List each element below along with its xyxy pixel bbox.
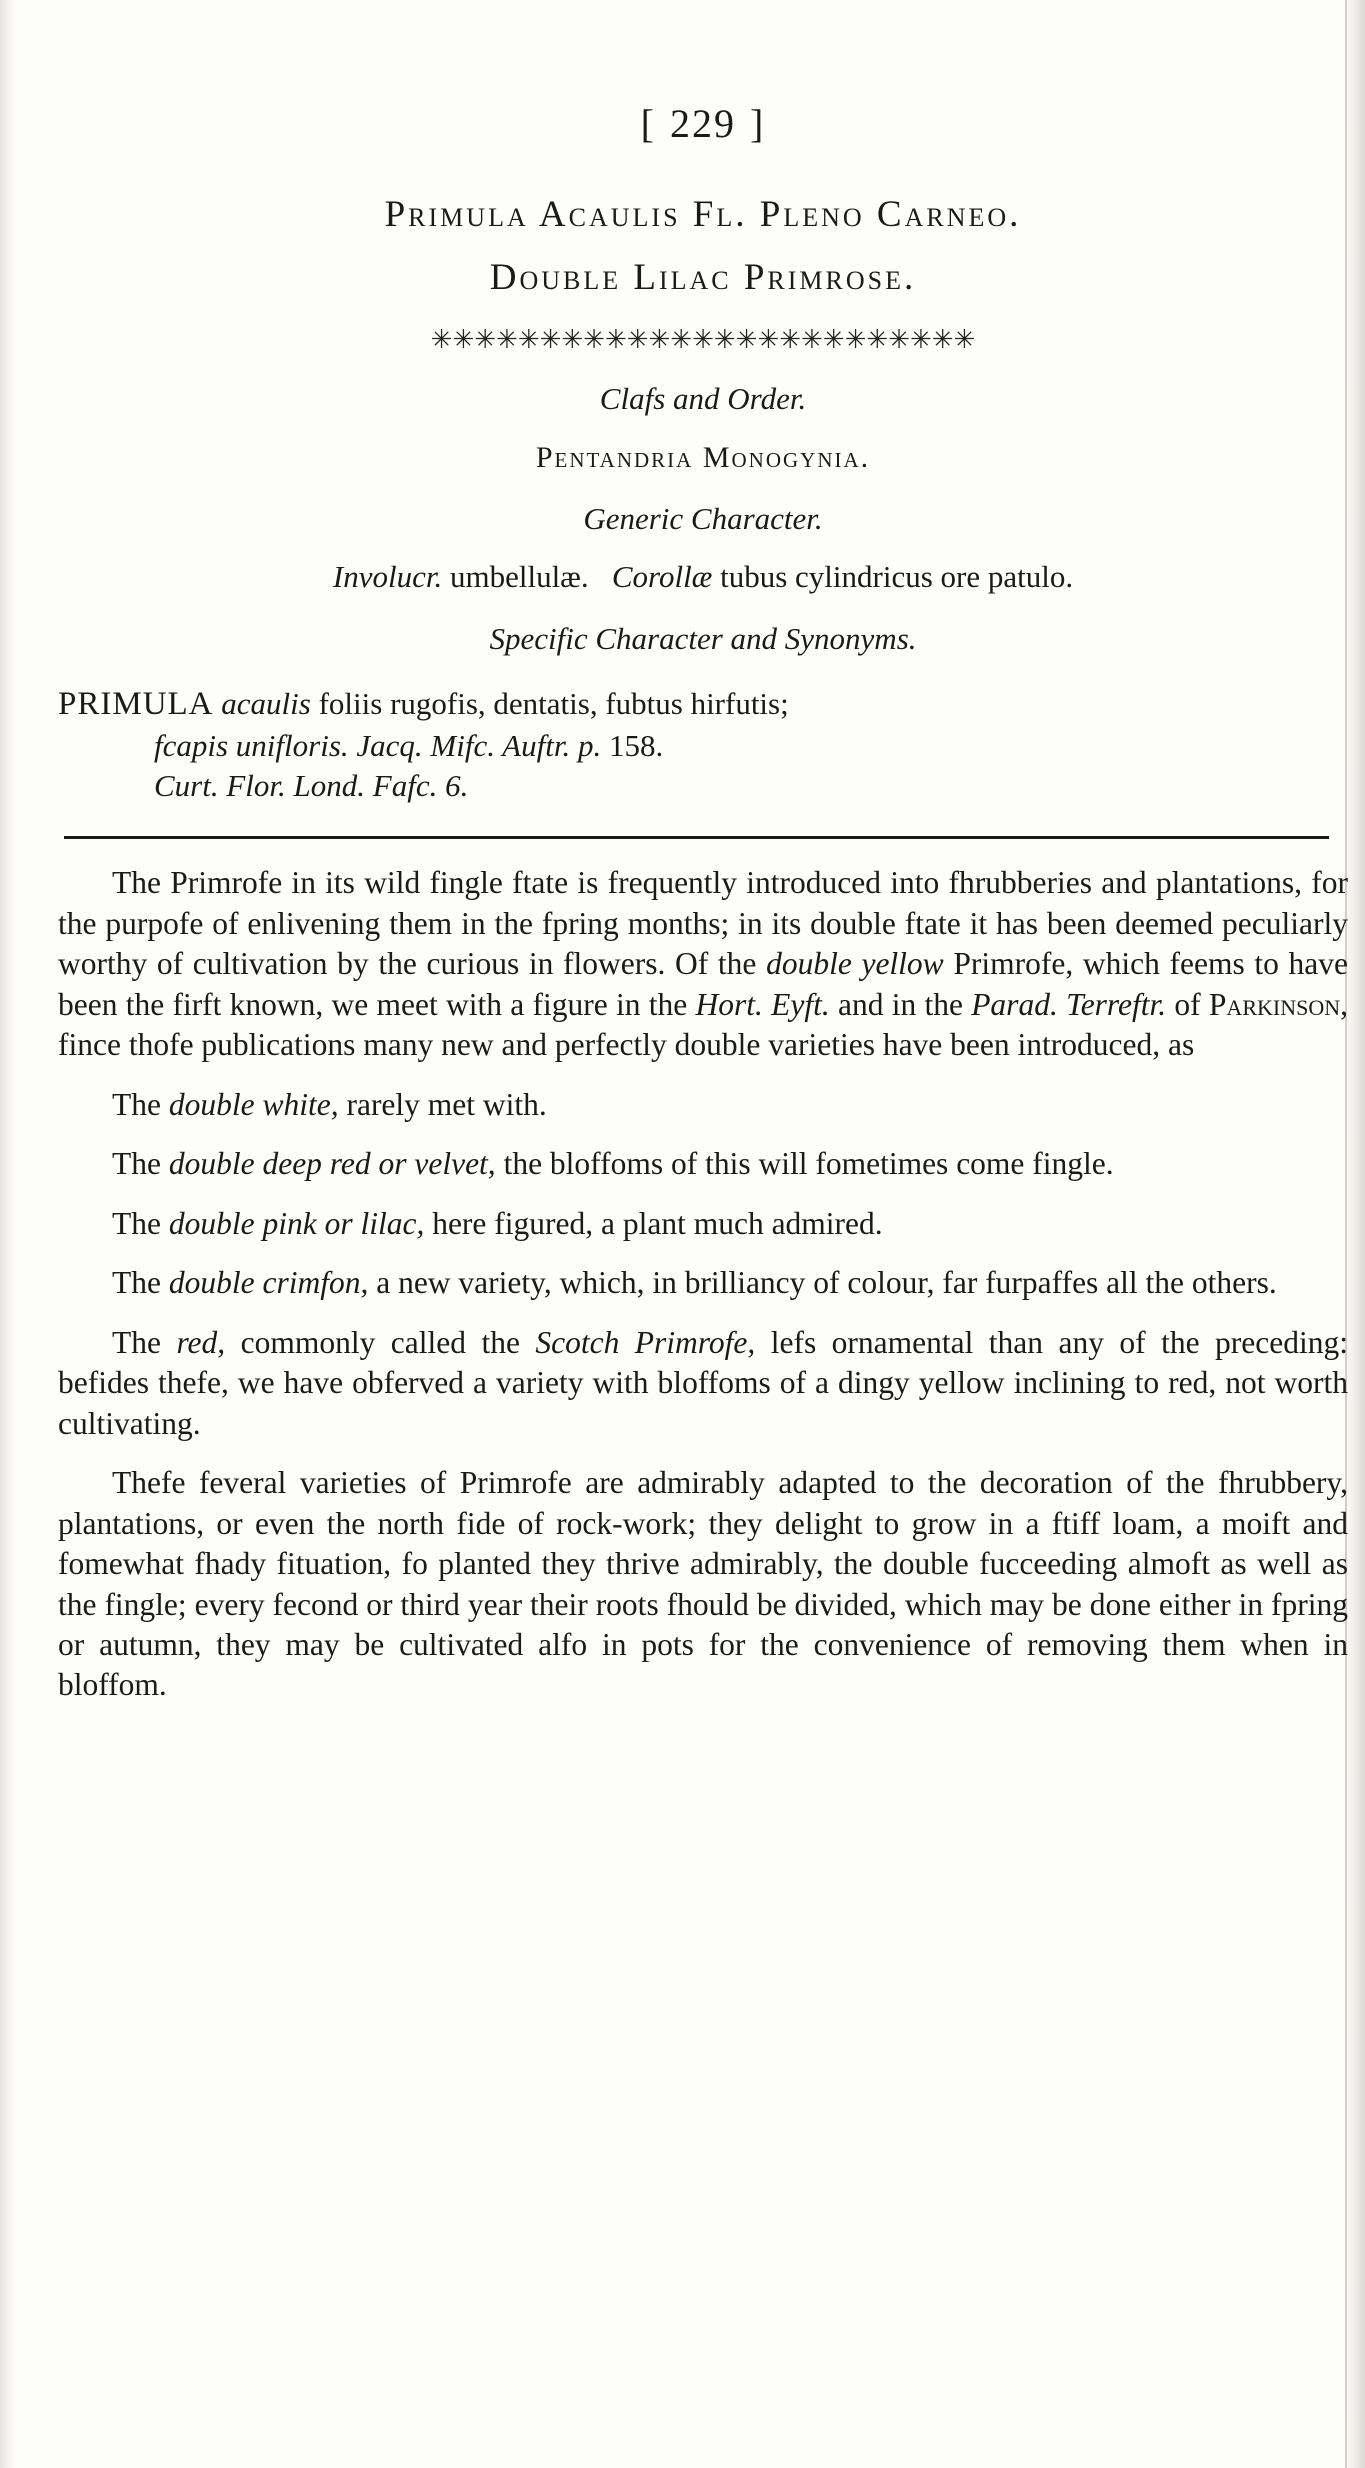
paragraph-3 xyxy=(58,1144,1348,1184)
p2-part-b: rarely met with. xyxy=(338,1086,547,1122)
p1-part-d: of xyxy=(1166,986,1209,1022)
generic-umbellulae: umbellulæ. xyxy=(442,559,589,594)
specific-line-3 xyxy=(154,766,1348,806)
specific-desc: foliis rugofis, dentatis, fubtus hirfutis; xyxy=(318,686,789,721)
p1-double-yellow: double yellow xyxy=(766,946,944,982)
specific-genus: PRIMULA xyxy=(58,686,214,722)
paragraph-2 xyxy=(58,1085,1348,1125)
p4-double-pink-lilac: double pink or lilac, xyxy=(168,1205,425,1241)
class-and-order-label: Clafs and Order. xyxy=(599,381,807,416)
generic-tubus: tubus cylindricus ore patulo. xyxy=(712,559,1074,594)
specific-line-1 xyxy=(58,683,1348,726)
paragraph-4 xyxy=(58,1204,1348,1244)
specific-scapis: fcapis unifloris. xyxy=(154,727,349,763)
paragraph-6 xyxy=(58,1323,1348,1444)
p1-part-b: Primrofe, which feems to have been the firft known, we meet with a figure in the xyxy=(58,946,1348,1022)
p6-red: red, xyxy=(176,1324,226,1360)
bracket-right: ] xyxy=(750,101,766,146)
ornament-divider: ✳✳✳✳✳✳✳✳✳✳✳✳✳✳✳✳✳✳✳✳✳✳✳✳✳ xyxy=(430,325,976,355)
body-text xyxy=(58,863,1348,1705)
generic-corollae: Corollæ xyxy=(611,559,713,594)
title-line-2: Double Lilac Primrose. xyxy=(489,257,917,298)
generic-character-text xyxy=(58,559,1348,595)
p3-double-deep-red: double deep red or velvet, xyxy=(168,1146,496,1182)
p1-parad-terrestr: Parad. Terreftr. xyxy=(971,986,1167,1022)
p6-scotch-primrose: Scotch Primrofe, xyxy=(535,1324,756,1360)
p3-part-b: the bloffoms of this will fometimes come fingle. xyxy=(495,1146,1114,1182)
p4-part-a: The xyxy=(112,1205,169,1241)
specific-reference: Jacq. Mifc. Auftr. p. xyxy=(356,727,602,763)
p4-part-b: here figured, a plant much admired. xyxy=(424,1205,883,1241)
p6-part-a: The xyxy=(112,1324,177,1360)
p6-part-b: commonly called the xyxy=(225,1324,536,1360)
page-content xyxy=(58,0,1348,1706)
page-number-value: 229 xyxy=(670,101,736,146)
class-and-order-value: Pentandria Monogynia. xyxy=(535,441,871,474)
p2-part-a: The xyxy=(112,1086,169,1122)
paragraph-7: Thefe feveral varieties of Primrofe are admirably adapted to the decoration of the fhrubbery, plantations, or even the north fide of rock-work; they delight to grow in a ftiff loam, a moift and fomewhat fhady fituation, fo planted they thrive admirably, the double fucceeding almoft as well as the fingle; every fecond or third year their roots fhould be divided, which may be done either in fpring or autumn, they may be cultivated alfo in pots for the convenience of removing them when in bloffom. xyxy=(58,1465,1348,1703)
generic-involucr: Involucr. xyxy=(332,559,443,594)
title-line-1: Primula Acaulis Fl. Pleno Carneo. xyxy=(384,194,1022,235)
p1-hort-eyst: Hort. Eyft. xyxy=(695,986,830,1022)
bracket-left: [ xyxy=(640,101,656,146)
p1-parkinson: Parkinson xyxy=(1208,986,1341,1022)
p3-part-a: The xyxy=(112,1146,169,1182)
specific-character-block xyxy=(58,683,1348,806)
specific-character-label: Specific Character and Synonyms. xyxy=(489,621,917,656)
specific-page: 158. xyxy=(608,727,664,763)
generic-character-label: Generic Character. xyxy=(583,501,823,536)
p5-part-a: The xyxy=(112,1265,169,1301)
p1-part-a: The Primrofe in its wild fingle ftate is frequently introduced into fhrubberies and plantations, for the purpofe of enlivening them in the fpring months; in its double ftate it has been deemed peculiarly worthy of cultivation by the curious in flowers. Of the xyxy=(58,865,1348,982)
paragraph-5 xyxy=(58,1263,1348,1303)
p5-part-b: a new variety, which, in brilliancy of colour, far furpaffes all the others. xyxy=(368,1265,1277,1301)
p1-part-c: and in the xyxy=(829,986,972,1022)
page-left-edge xyxy=(0,0,16,2468)
p6-part-c: lefs ornamental than any of the preceding: befides thefe, we have obferved a variety with bloffoms of a dingy yellow inclining to red, not worth cultivating. xyxy=(58,1324,1348,1441)
p5-double-crimson: double crimfon, xyxy=(168,1265,369,1301)
paragraph-1 xyxy=(58,863,1348,1065)
horizontal-rule xyxy=(64,836,1329,839)
specific-line-2 xyxy=(154,726,1348,766)
specific-species: acaulis xyxy=(221,686,311,721)
page-number xyxy=(58,100,1348,147)
p2-double-white: double white, xyxy=(168,1086,339,1122)
specific-curtis-ref: Curt. Flor. Lond. Fafc. 6. xyxy=(154,768,469,804)
p1-part-e: , fince thofe publications many new and perfectly double varieties have been introduced, as xyxy=(58,986,1348,1063)
